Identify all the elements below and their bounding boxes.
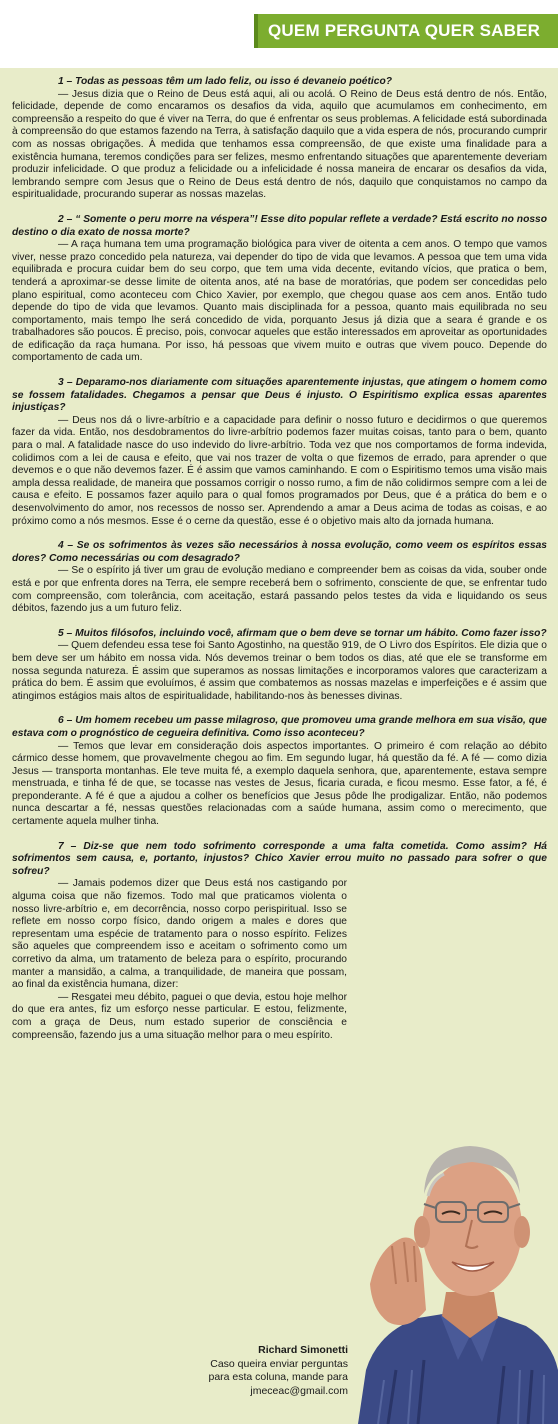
qa-item [12, 841, 547, 1043]
question: 3 – Deparamo-nos diariamente com situações aparentemente injustas, que atingem o homem como se fossem fatalidades. Chegamos a pensar que Deus é injusto. O Espiritismo explica essas aparentes injustiças? [12, 377, 547, 414]
answer: — A raça humana tem uma programação biológica para viver de oitenta a cem anos. O tempo que vamos viver, nesse prazo concedido pela natureza, vai depender do tipo de vida que levamos. A pessoa que tem uma vida equilibrada e procura cuidar bem do seu corpo, que tem uma vida decente, evitando vícios, que pratica o bem, tenderá a aproximar-se desse limite de oitenta anos, até na base de moratórias, que podem ser concedidas pelo plano espiritual, como aconteceu com Chico Xavier, por exemplo, que chegou quase aos cem anos. Então tudo depende do tipo de vida que levamos. Quanto mais disciplinada for a pessoa, quanto mais equilibrada no seu comportamento, mais tempo lhe será concedido de vida, porquanto Jesus já dizia que a seara é grande e os trabalhadores são poucos. É preciso, pois, convocar aqueles que estão interessados em aproveitar as oportunidades de edificação da raça humana. Por isso, há pessoas que vivem muito e outras que vivem pouco. Depende do comportamento de cada um. [12, 239, 547, 364]
qa-list [12, 76, 547, 1054]
question: 6 – Um homem recebeu um passe milagroso, que promoveu uma grande melhora em sua visão, que estava com o prognóstico de cegueira definitiva. Como isso aconteceu? [12, 715, 547, 739]
answer: — Jamais podemos dizer que Deus está nos castigando por alguma coisa que não fizemos. Todo mal que praticamos violenta o nosso livre-arbítrio e, em decorrência, nosso corpo perispiritual. Isso se reflete em nosso corpo físico, dando origem a males e dores que representam uma espécie de tratamento para o nosso espírito. Felizes são aqueles que compreendem isso e aceitam o sofrimento como um corretivo da alma, um tratamento de beleza para o espírito, procurando manter a mansidão, a calma, a tranquilidade, de maneira que possam, ao final da existência humana, dizer: [12, 878, 347, 991]
qa-item [12, 628, 547, 704]
qa-item [12, 540, 547, 616]
author-name: Richard Simonetti [258, 1344, 348, 1356]
article-body [0, 68, 558, 1424]
contact-email: jmeceac@gmail.com [250, 1384, 348, 1397]
section-title: QUEM PERGUNTA QUER SABER [254, 14, 558, 48]
qa-item [12, 377, 547, 528]
qa-item [12, 214, 547, 365]
qa-item [12, 715, 547, 828]
question: 7 – Diz-se que nem todo sofrimento corresponde a uma falta cometida. Como assim? Há sofrimentos sem causa, e, portanto, injustos? Chico Xavier errou muito no passado para sofrer o que sofreu? [12, 840, 547, 877]
question: 1 – Todas as pessoas têm um lado feliz, ou isso é devaneio poético? [58, 76, 392, 87]
page-header [0, 0, 558, 62]
answer: — Temos que levar em consideração dois aspectos importantes. O primeiro é com relação ao débito cármico desse homem, que provavelmente chegou ao fim. Em segundo lugar, há questão da fé. A fé — como dizia Jesus — transporta montanhas. Ele teve muita fé, a exemplo daquela senhora, que, aparentemente, estava sempre menstruada, e tinha fé de que, se tocasse nas vestes de Jesus, ficaria curada, e ficou mesmo. Esse fator, a fé, é preponderante. A fé é que a ajudou a colher os benefícios que Jesus pôde lhe prodigalizar. Então, não podemos nunca descartar a fé, nessas questões relacionadas com a saúde humana, assim como o merecimento, que certamente aquela mulher tinha. [12, 740, 547, 828]
question: 4 – Se os sofrimentos às vezes são necessários à nossa evolução, como veem os espíritos essas dores? Como necessárias ou com desagrado? [12, 540, 547, 564]
author-signature [180, 1344, 348, 1398]
qa-item [12, 76, 547, 202]
contact-line-2: para esta coluna, mande para [208, 1371, 348, 1383]
contact-line-1: Caso queira enviar perguntas [210, 1357, 348, 1370]
author-photo [348, 1070, 558, 1424]
answer-column [12, 878, 347, 1042]
question: 2 – “ Somente o peru morre na véspera”! Esse dito popular reflete a verdade? Está escrito no nosso destino o dia exato de nossa morte? [12, 213, 547, 238]
answer-continued: — Resgatei meu débito, paguei o que devia, estou hoje melhor do que era antes, fiz um esforço nesse particular. E estou, felizmente, com a graça de Deus, num estado superior de consciência e compreensão, fazendo jus a uma situação melhor para o meu espírito. [12, 991, 347, 1041]
answer: — Deus nos dá o livre-arbítrio e a capacidade para definir o nosso futuro e decidirmos o que queremos fazer da vida. Então, nos desdobramentos do livre-arbítrio podemos fazer muitas coisas, tanto para o bem, quanto para o mal. A fatalidade nasce do uso indevido do livre-arbítrio. Toda vez que nos comportamos de forma indevida, colidimos com a lei de causa e efeito, que vai nos trazer de volta o que fizemos de errado, para aprender o que devemos e o que não devemos fazer. É é assim que vamos caminhando. E com o Espiritismo temos uma visão mais ampla dessa realidade, de maneira que possamos corrigir o nosso rumo, a fim de não colidirmos sempre com a lei de causa e efeito. E possamos fazer aquilo para o qual fomos programados por Deus, que é a prática do bem e o desenvolvimento do amor, nos recessos de nosso ser. Aprendendo a amar a Deus acima de todas as coisas, e ao próximo como a nós mesmos. Esse é o cerne da questão, esse é o objetivo mais alto da jornada humana. [12, 414, 547, 527]
question: 5 – Muitos filósofos, incluindo você, afirmam que o bem deve se tornar um hábito. Como fazer isso? [58, 627, 547, 639]
answer: — Jesus dizia que o Reino de Deus está aqui, ali ou acolá. O Reino de Deus está dentro de nós. Então, felicidade, depende de como encaramos os desafios da vida, aquilo que acumulamos em conhecimento, em compreensão a respeito do que é viver na Terra, do que é enfrentar os seus problemas. A felicidade está subordinada à compreensão do que estamos fazendo na Terra, à satisfação daquilo que a vida espera de nós, procurando cumprir com as nossas obrigações. À medida que tenhamos essa compreensão, de que existe uma finalidade para a existência humana, teremos condições para ser felizes, mesmo enfrentando situações que aparentemente deveriam produzir infelicidade. O que produz a felicidade ou a infelicidade é nossa maneira de encarar os desafios da vida, lembrando sempre com Jesus que o Reino de Deus está dentro de nós, daquilo que conquistamos no campo da espiritualidade, procurando superar as nossas mazelas. [12, 88, 547, 201]
answer: — Se o espírito já tiver um grau de evolução mediano e compreender bem as coisas da vida, souber onde está e por que enfrenta dores na Terra, ele sempre receberá bem o sofrimento, consciente de que, se enfrentar tudo com compreensão, com tolerância, com aceitação, estará passando pelos testes da vida e liquidando os seus débitos, fazendo jus a um futuro feliz. [12, 565, 547, 615]
answer: — Quem defendeu essa tese foi Santo Agostinho, na questão 919, de O Livro dos Espíritos. Ele dizia que o bem deve ser um hábito em nossa vida. Nós devemos treinar o bem todos os dias, até que ele se transforme em nossa segunda natureza. É assim que superamos as nossas limitações e incorporamos valores que caracterizam a prática do bem. É assim que evoluímos, é assim que combatemos as nossas mazelas e imperfeições e é assim que atingimos estágios mais altos de espiritualidade, habilitando-nos às benesses divinas. [12, 640, 547, 702]
